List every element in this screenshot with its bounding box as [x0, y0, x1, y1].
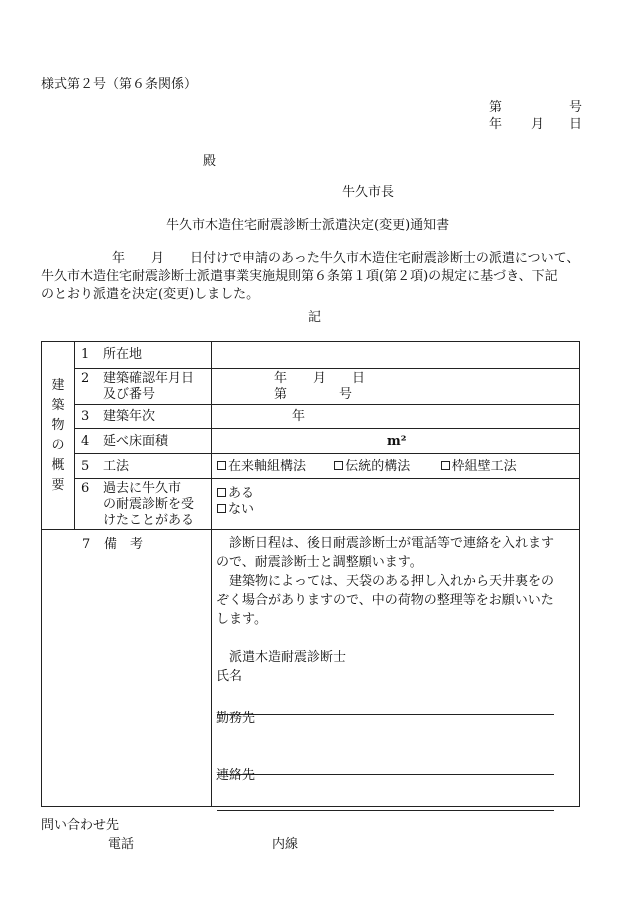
- form-number: 様式第２号（第６条関係）: [41, 77, 198, 92]
- checkbox-icon[interactable]: [217, 488, 226, 497]
- name-label: 氏名: [216, 669, 243, 684]
- remarks-label: 7 備 考: [42, 530, 212, 807]
- work-underline: [217, 774, 554, 775]
- building-summary-table: [41, 341, 580, 807]
- body-line-1: 年 月 日付けで申請のあった牛久市木造住宅耐震診断士の派遣について、: [112, 251, 580, 266]
- row-past-diagnosis-label: 6 過去に牛久市 の耐震診断を受 けたことがある: [75, 479, 212, 530]
- dispatch-heading: 派遣木造耐震診断士: [229, 650, 347, 665]
- inquiry-tel: 電話: [108, 837, 135, 852]
- checkbox-icon[interactable]: [217, 504, 226, 513]
- past-diagnosis-options: [212, 479, 580, 530]
- row-permit-label: 2 建築確認年月日 及び番号: [75, 369, 212, 405]
- option-traditional[interactable]: 伝統的構法: [334, 459, 410, 474]
- option-no[interactable]: ない: [217, 502, 579, 518]
- row-location-label: 1 所在地: [75, 342, 212, 369]
- location-value[interactable]: [212, 342, 580, 369]
- document-title: 牛久市木造住宅耐震診断士派遣決定(変更)通知書: [166, 218, 450, 233]
- inquiry-label: 問い合わせ先: [41, 818, 120, 833]
- permit-value[interactable]: 年 月 日 第 号: [212, 369, 580, 405]
- row-floor-area-label: 4 延べ床面積: [75, 429, 212, 454]
- floor-area-value[interactable]: m²: [212, 429, 580, 454]
- option-conventional[interactable]: 在来軸組構法: [217, 459, 306, 474]
- doc-number-go: 号: [569, 100, 583, 115]
- date-month: 月: [531, 117, 545, 132]
- work-label: 勤務先: [216, 711, 256, 726]
- addressee-suffix: 殿: [203, 154, 217, 169]
- option-2x4[interactable]: 枠組壁工法: [441, 459, 517, 474]
- date-day: 日: [569, 117, 583, 132]
- checkbox-icon[interactable]: [441, 461, 450, 470]
- option-yes[interactable]: ある: [217, 486, 579, 502]
- remarks-content: 診断日程は、後日耐震診断士が電話等で連絡を入れます ので、耐震診断士と調整願います。 建築物によっては、天袋のある押し入れから天井裏をの ぞく場合がありますので、中の荷物の整理等をお願いいた します。 派遣木造耐震診断士 氏名 勤務先 連絡先: [212, 530, 580, 807]
- name-underline: [217, 714, 554, 715]
- issuer: 牛久市長: [342, 185, 395, 200]
- row-build-year-label: 3 建築年次: [75, 405, 212, 429]
- body-line-3: のとおり派遣を決定(変更)しました。: [41, 287, 260, 302]
- contact-label: 連絡先: [216, 768, 256, 783]
- construction-method-options: [212, 454, 580, 479]
- checkbox-icon[interactable]: [334, 461, 343, 470]
- checkbox-icon[interactable]: [217, 461, 226, 470]
- doc-number-dai: 第: [489, 100, 503, 115]
- side-label-building-overview: 建 築 物 の 概 要: [42, 342, 75, 530]
- contact-underline: [217, 810, 554, 811]
- ki-heading: 記: [308, 310, 322, 325]
- inquiry-ext: 内線: [272, 837, 299, 852]
- build-year-value[interactable]: 年: [212, 405, 580, 429]
- body-line-2: 牛久市木造住宅耐震診断士派遣事業実施規則第６条第１項(第２項)の規定に基づき、下記: [41, 269, 558, 284]
- row-construction-method-label: 5 工法: [75, 454, 212, 479]
- date-year: 年: [489, 117, 503, 132]
